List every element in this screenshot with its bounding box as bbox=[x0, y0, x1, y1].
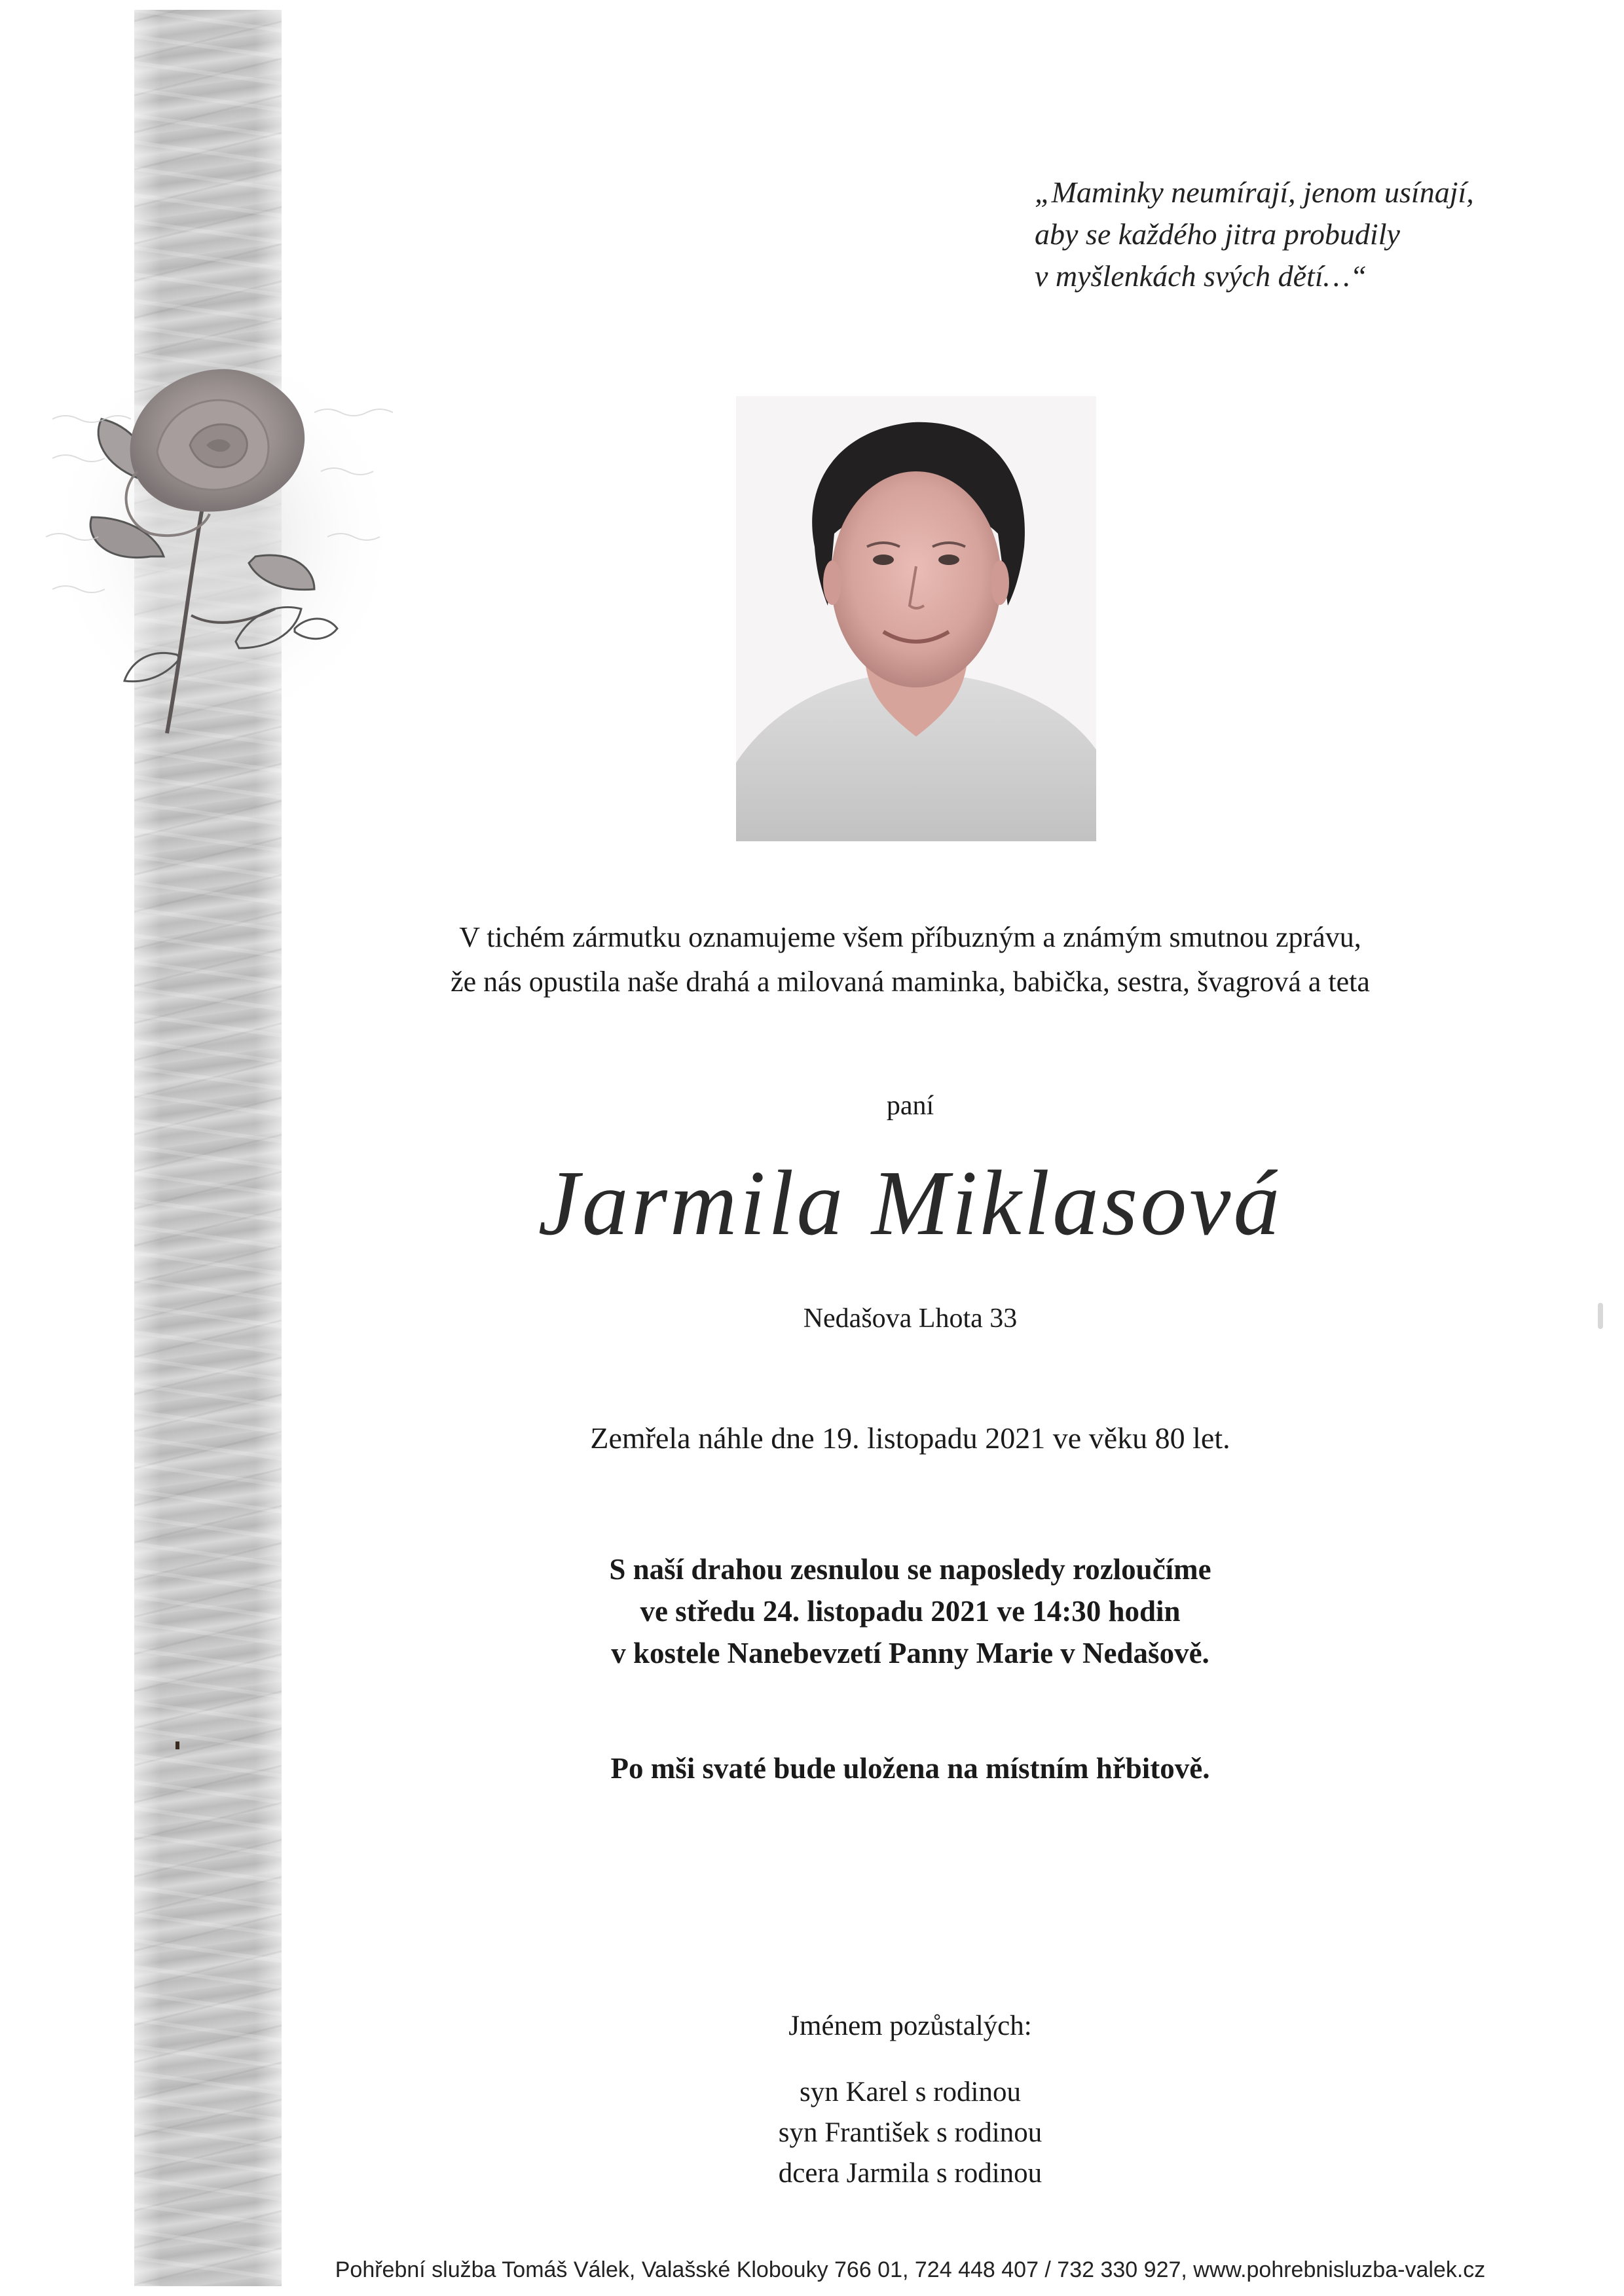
scan-speck bbox=[175, 1741, 179, 1749]
rose-icon bbox=[39, 340, 406, 759]
address: Nedašova Lhota 33 bbox=[803, 1303, 1018, 1334]
opening-quote bbox=[1035, 172, 1493, 297]
quote-line: aby se každého jitra probudily bbox=[1035, 217, 1400, 251]
survivor-item: dcera Jarmila s rodinou bbox=[778, 2158, 1043, 2189]
quote-line: „Maminky neumírají, jenom usínají, bbox=[1035, 175, 1474, 209]
quote-line: v myšlenkách svých dětí…“ bbox=[1035, 259, 1367, 293]
farewell-line: ve středu 24. listopadu 2021 ve 14:30 hodin bbox=[640, 1595, 1181, 1628]
survivor-item: syn Karel s rodinou bbox=[800, 2077, 1021, 2107]
honorific: paní bbox=[886, 1091, 934, 1121]
deceased-name: Jarmila Miklasová bbox=[538, 1151, 1283, 1254]
farewell-details bbox=[314, 1548, 1506, 1674]
farewell-line: S naší drahou zesnulou se naposledy rozloučíme bbox=[609, 1553, 1211, 1586]
survivors-label: Jménem pozůstalých: bbox=[788, 2011, 1032, 2041]
farewell-line: v kostele Nanebevzetí Panny Marie v Nedašově. bbox=[611, 1637, 1209, 1669]
death-notice: Zemřela náhle dne 19. listopadu 2021 ve věku 80 let. bbox=[590, 1421, 1230, 1455]
funeral-service-footer: Pohřební služba Tomáš Válek, Valašské Klobouky 766 01, 724 448 407 / 732 330 927, www.pohrebnisluzba-valek.cz bbox=[335, 2257, 1486, 2282]
scan-speck bbox=[1598, 1303, 1603, 1329]
survivors-list bbox=[314, 2072, 1506, 2194]
announcement-line: V tichém zármutku oznamujeme všem příbuzným a známým smutnou zprávu, bbox=[459, 921, 1361, 953]
survivor-item: syn František s rodinou bbox=[778, 2117, 1043, 2148]
announcement-line: že nás opustila naše drahá a milovaná maminka, babička, sestra, švagrová a teta bbox=[451, 966, 1370, 998]
portrait-photo bbox=[736, 396, 1096, 841]
announcement bbox=[314, 915, 1506, 1004]
burial-notice: Po mši svaté bude uložena na místním hřbitově. bbox=[610, 1752, 1210, 1785]
